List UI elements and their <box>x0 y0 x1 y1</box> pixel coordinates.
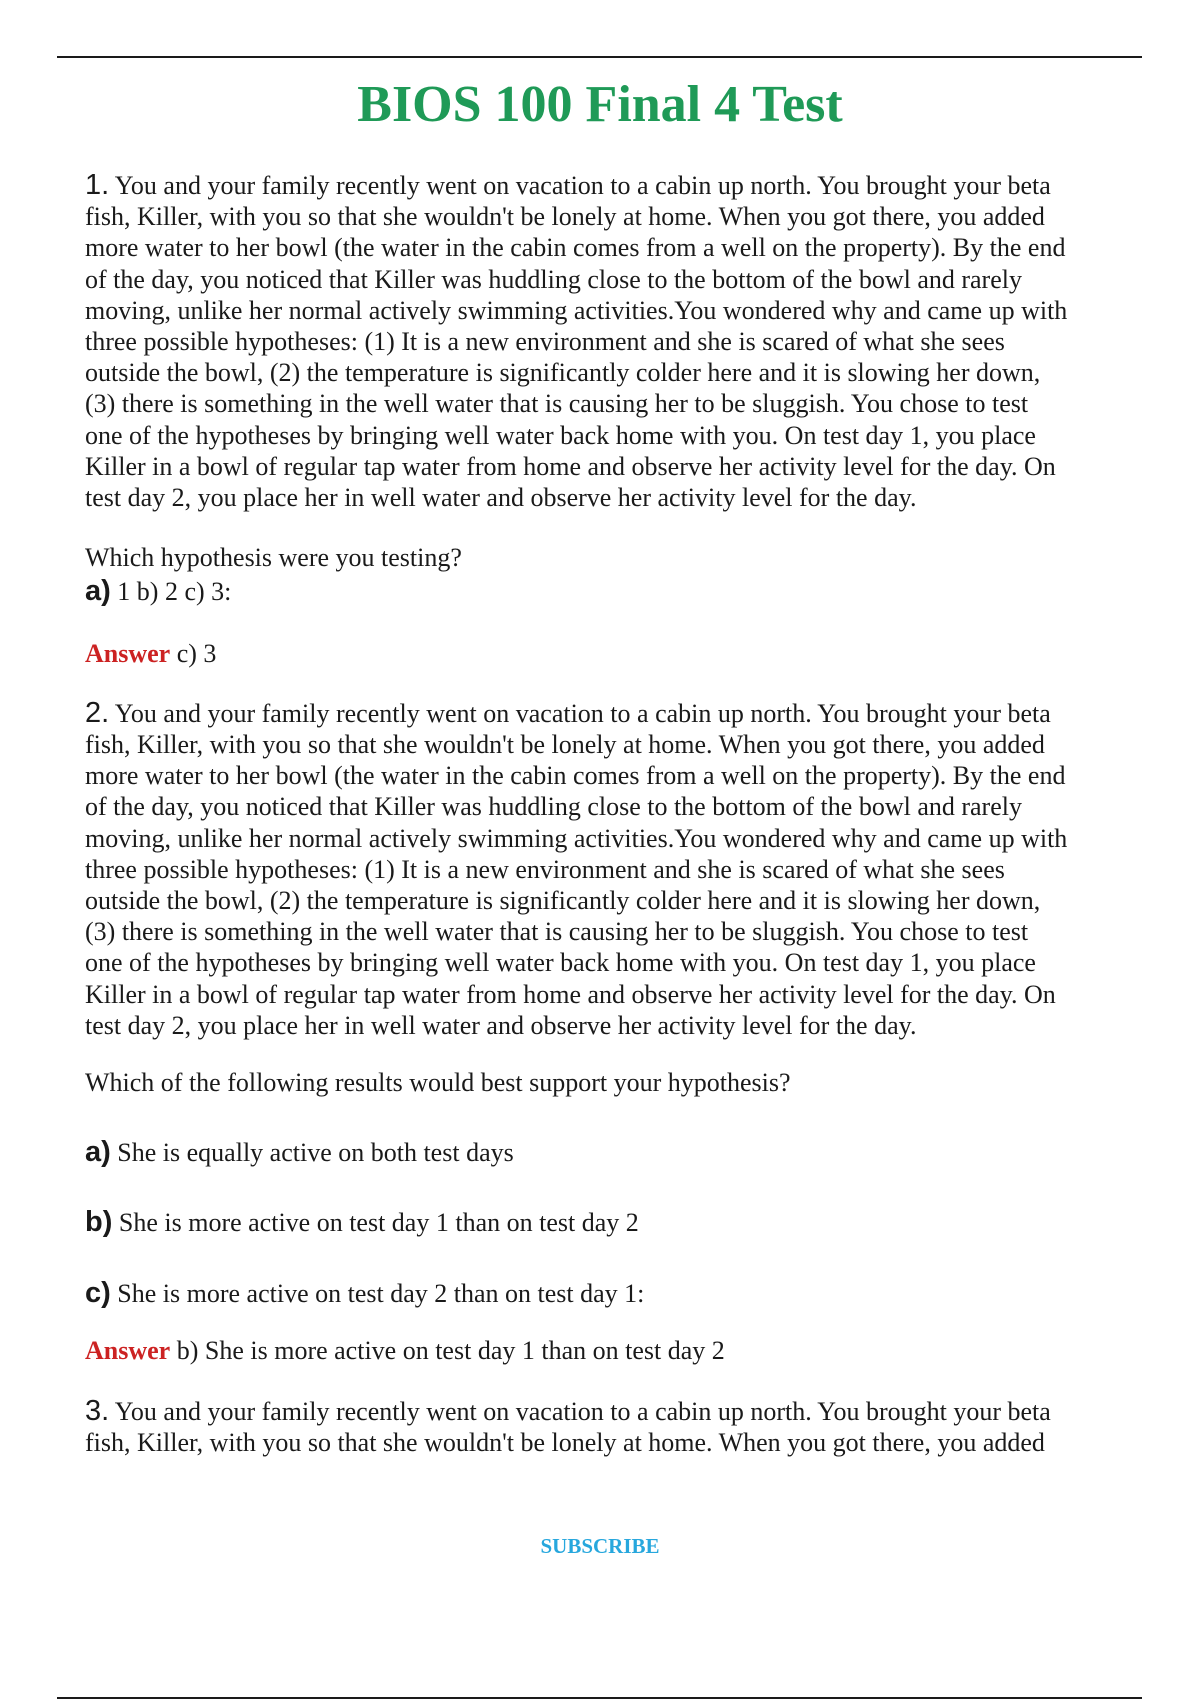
question-number: 3. <box>85 1395 110 1428</box>
question-1-line: moving, unlike her normal actively swimming activities.You wondered why and came up with <box>85 295 1068 325</box>
option-label: b) <box>85 1206 113 1239</box>
question-2-line: moving, unlike her normal actively swimming activities.You wondered why and came up with <box>85 823 1068 853</box>
question-2-option-b <box>85 1207 1145 1238</box>
question-1-line: outside the bowl, (2) the temperature is significantly colder here and it is slowing her down, <box>85 358 1041 388</box>
question-2-line: of the day, you noticed that Killer was huddling close to the bottom of the bowl and rarely <box>85 792 1022 822</box>
question-1-line: test day 2, you place her in well water and observe her activity level for the day. <box>85 483 917 513</box>
question-number: 1. <box>85 169 110 201</box>
question-1-line: one of the hypotheses by bringing well water back home with you. On test day 1, you place <box>85 420 1036 450</box>
question-2 <box>85 698 1145 1041</box>
question-1-line: Killer in a bowl of regular tap water from home and observe her activity level for the day. On <box>85 451 1056 481</box>
question-2-line: outside the bowl, (2) the temperature is significantly colder here and it is slowing her down, <box>85 886 1041 916</box>
question-2-line: fish, Killer, with you so that she wouldn't be lonely at home. When you got there, you added <box>85 730 1045 760</box>
question-1-line: of the day, you noticed that Killer was huddling close to the bottom of the bowl and rarely <box>85 264 1022 294</box>
question-2-option-a <box>85 1137 1145 1168</box>
question-1-line: fish, Killer, with you so that she wouldn't be lonely at home. When you got there, you added <box>85 202 1045 232</box>
option-text: She is more active on test day 1 than on test day 2 <box>118 1208 639 1238</box>
question-2-answer <box>85 1335 1145 1366</box>
question-2-line: (3) there is something in the well water that is causing her to be sluggish. You chose to test <box>85 917 1029 947</box>
option-label: c) <box>85 1276 111 1309</box>
option-text: 1 b) 2 c) 3: <box>117 577 232 607</box>
answer-text: b) She is more active on test day 1 than on test day 2 <box>176 1335 725 1365</box>
question-1-line: (3) there is something in the well water that is causing her to be sluggish. You chose to test <box>85 389 1029 419</box>
option-text: She is equally active on both test days <box>117 1138 514 1168</box>
question-1-answer <box>85 638 1145 669</box>
bottom-rule <box>57 1697 1142 1699</box>
option-text: She is more active on test day 2 than on test day 1: <box>117 1278 645 1308</box>
question-number: 2. <box>85 696 110 729</box>
document-title: BIOS 100 Final 4 Test <box>357 76 843 133</box>
option-label: a) <box>85 575 111 608</box>
question-2-line: Killer in a bowl of regular tap water from home and observe her activity level for the day. On <box>85 979 1056 1009</box>
option-label: a) <box>85 1136 111 1169</box>
question-2-line: three possible hypotheses: (1) It is a new environment and she is scared of what she sees <box>85 854 1005 884</box>
question-3-line: fish, Killer, with you so that she wouldn't be lonely at home. When you got there, you added <box>85 1428 1045 1458</box>
question-2-line: one of the hypotheses by bringing well water back home with you. On test day 1, you place <box>85 948 1036 978</box>
question-3-line: 3. You and your family recently went on vacation to a cabin up north. You brought your beta <box>85 1395 1051 1428</box>
question-2-option-c <box>85 1278 1145 1309</box>
top-rule <box>57 56 1142 58</box>
question-1 <box>85 170 1145 513</box>
question-3 <box>85 1396 1145 1458</box>
document-body <box>85 170 1145 1459</box>
question-1-line: three possible hypotheses: (1) It is a new environment and she is scared of what she sees <box>85 327 1005 357</box>
question-1-prompt: Which hypothesis were you testing? <box>85 543 462 573</box>
question-1-options <box>85 576 1145 607</box>
question-2-line: more water to her bowl (the water in the cabin comes from a well on the property). By the end <box>85 761 1066 791</box>
answer-text: c) 3 <box>176 638 217 668</box>
question-1-line: more water to her bowl (the water in the cabin comes from a well on the property). By the end <box>85 233 1066 263</box>
answer-label: Answer <box>85 1335 171 1365</box>
subscribe-link[interactable]: SUBSCRIBE <box>540 1534 660 1558</box>
question-2-line: 2. You and your family recently went on vacation to a cabin up north. You brought your beta <box>85 696 1051 729</box>
question-1-line: 1. You and your family recently went on vacation to a cabin up north. You brought your beta <box>85 169 1051 201</box>
answer-label: Answer <box>85 638 171 668</box>
question-2-line: test day 2, you place her in well water and observe her activity level for the day. <box>85 1010 917 1040</box>
question-2-prompt: Which of the following results would best support your hypothesis? <box>85 1068 791 1098</box>
